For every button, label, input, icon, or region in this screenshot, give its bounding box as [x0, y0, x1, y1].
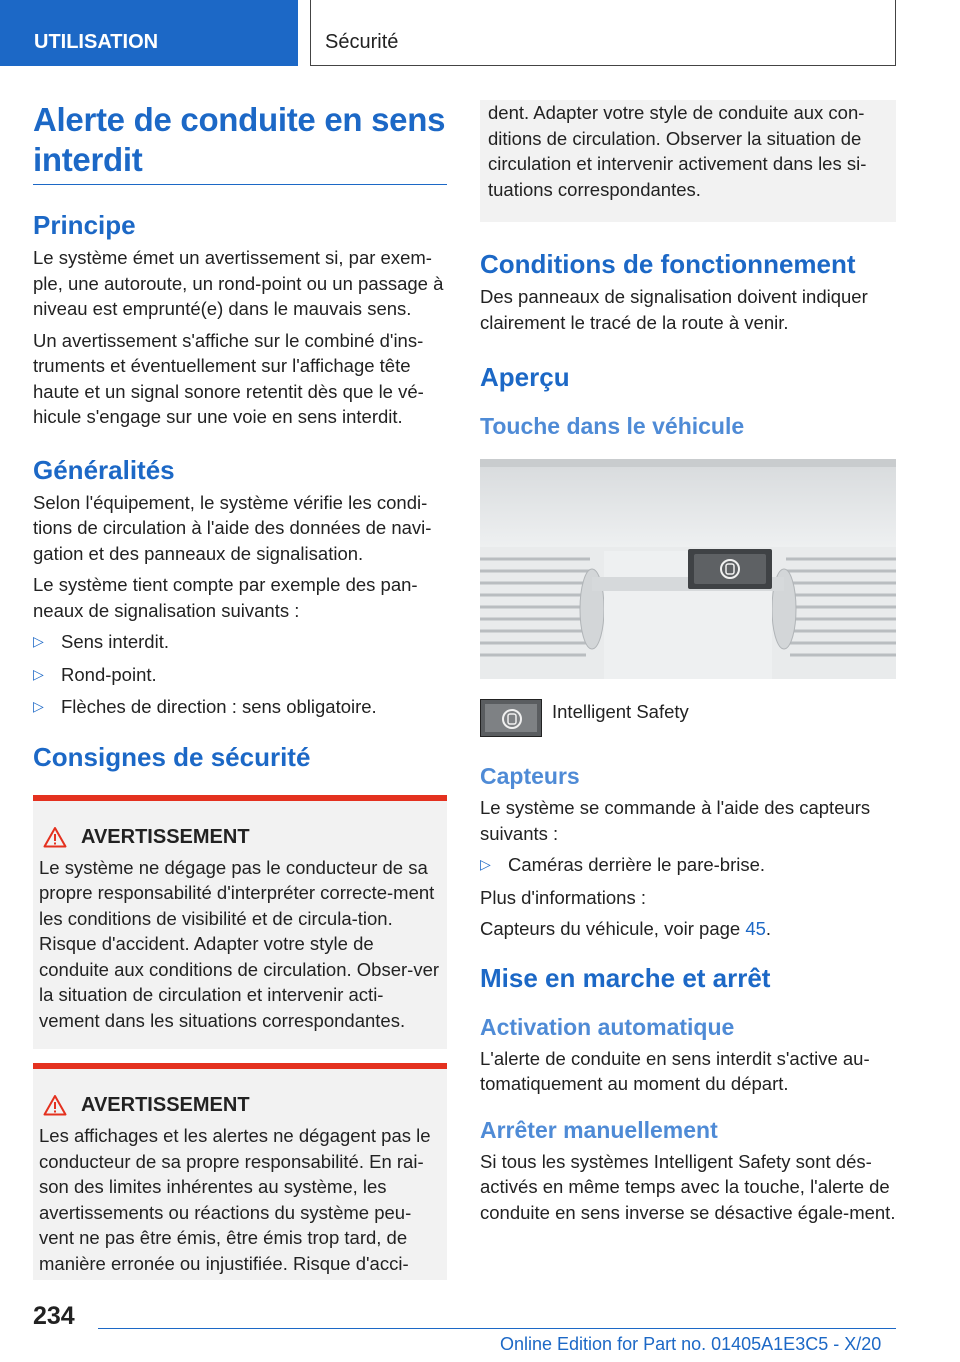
vehicle-button-photo: [480, 459, 896, 679]
generalites-p1: Selon l'équipement, le système vérifie les condi-tions de circulation à l'aide des données de navi-gation et des panneaux de signalisation.: [33, 491, 432, 564]
generalites-p2: Le système tient compte par exemple des pan-neaux de signalisation suivants :: [33, 574, 418, 621]
warning-box-2: [33, 1063, 447, 1280]
capteurs-p3: Capteurs du véhicule, voir page 45.: [480, 918, 772, 939]
heading-principe: Principe: [33, 210, 136, 240]
bullet-triangle-icon: ▷: [33, 633, 44, 649]
warning-text-2: Les affichages et les alertes ne dégagent pas le conducteur de sa propre responsabilité. En rai-son des limites inhérentes au système, les avertissements ou réactions du système peu-vent ne pas être émis, être émis trop tard, de manière erronée ou injustifiée. Risque d'acci-: [39, 1125, 431, 1274]
manual-text: Si tous les systèmes Intelligent Safety sont dés-activés en même temps avec la touche, l'alerte de conduite en sens inverse se désactive égale-ment.: [480, 1150, 896, 1223]
edition-text: Online Edition for Part no. 01405A1E3C5 - X/20: [500, 1334, 882, 1354]
dashboard-illustration: [480, 459, 896, 679]
bullet-triangle-icon: ▷: [33, 698, 44, 714]
warning-cont-text: dent. Adapter votre style de conduite aux con-ditions de circulation. Observer la situation de circulation et intervenir activement dans les si-tuations correspondantes.: [488, 102, 867, 200]
warning-title: AVERTISSEMENT: [39, 1091, 441, 1119]
button-legend: [480, 699, 896, 737]
heading-touche: Touche dans le véhicule: [480, 413, 745, 439]
legend-label: Intelligent Safety: [552, 701, 689, 722]
principe-p1: Le système émet un avertissement si, par exem-ple, une autoroute, un rond-point ou un passage à niveau est emprunté(e) dans le mauvais sens.: [33, 247, 444, 319]
sign-list: [33, 629, 447, 720]
heading-conditions: Conditions de fonctionnement: [480, 249, 856, 279]
warning-continuation: [480, 100, 896, 222]
list-item: ▷ Sens interdit.: [33, 629, 447, 655]
heading-apercu: Aperçu: [480, 362, 570, 392]
section-label: Sécurité: [310, 0, 896, 66]
list-item: ▷ Caméras derrière le pare-brise.: [480, 852, 896, 878]
warning-box-1: [33, 795, 447, 1050]
capteurs-p2: Plus d'informations :: [480, 886, 646, 908]
page-number: 234: [33, 1302, 75, 1330]
list-item: ▷ Rond-point.: [33, 662, 447, 688]
page-link[interactable]: 45: [745, 918, 766, 939]
heading-capteurs: Capteurs: [480, 763, 580, 789]
warning-text-1: Le système ne dégage pas le conducteur de sa propre responsabilité d'interpréter correcte-ment les conditions de visibilité et de circula-tion. Risque d'accident. Adapter votre style de conduite aux conditions de circulation. Obser-ver la situation de circulation et intervenir acti-vement dans les situations correspondantes.: [39, 856, 440, 1031]
capteurs-p1: Le système se commande à l'aide des capteurs suivants :: [480, 797, 871, 844]
intelligent-safety-button-icon: [480, 699, 542, 737]
list-item: ▷ Flèches de direction : sens obligatoire.: [33, 694, 447, 720]
heading-auto: Activation automatique: [480, 1013, 735, 1040]
warning-title: AVERTISSEMENT: [39, 823, 441, 851]
heading-mise: Mise en marche et arrêt: [480, 962, 771, 993]
warning-triangle-icon: [43, 1094, 67, 1116]
conditions-p1: Des panneaux de signalisation doivent indiquer clairement le tracé de la route à venir.: [480, 286, 868, 333]
chapter-tab: UTILISATION: [0, 0, 298, 66]
heading-generalites: Généralités: [33, 454, 175, 485]
right-column: [480, 100, 896, 1231]
warning-triangle-icon: [43, 826, 67, 848]
heading-manual: Arrêter manuellement: [480, 1116, 718, 1143]
left-column: [33, 100, 447, 1280]
sensor-list: [480, 852, 896, 878]
heading-consignes: Consignes de sécurité: [33, 741, 311, 772]
bullet-triangle-icon: ▷: [480, 856, 491, 872]
bullet-triangle-icon: ▷: [33, 665, 44, 682]
page-title: Alerte de conduite en sens interdit: [33, 100, 447, 185]
principe-p2: Un avertissement s'affiche sur le combiné d'ins-truments et éventuellement sur l'affichage tête haute et un signal sonore retentit dès que le vé-hicule s'engage sur une voie en sens interdit.: [33, 329, 424, 427]
footer-rule: [98, 1328, 896, 1329]
auto-text: L'alerte de conduite en sens interdit s'active au-tomatiquement au moment du départ.: [480, 1047, 870, 1094]
